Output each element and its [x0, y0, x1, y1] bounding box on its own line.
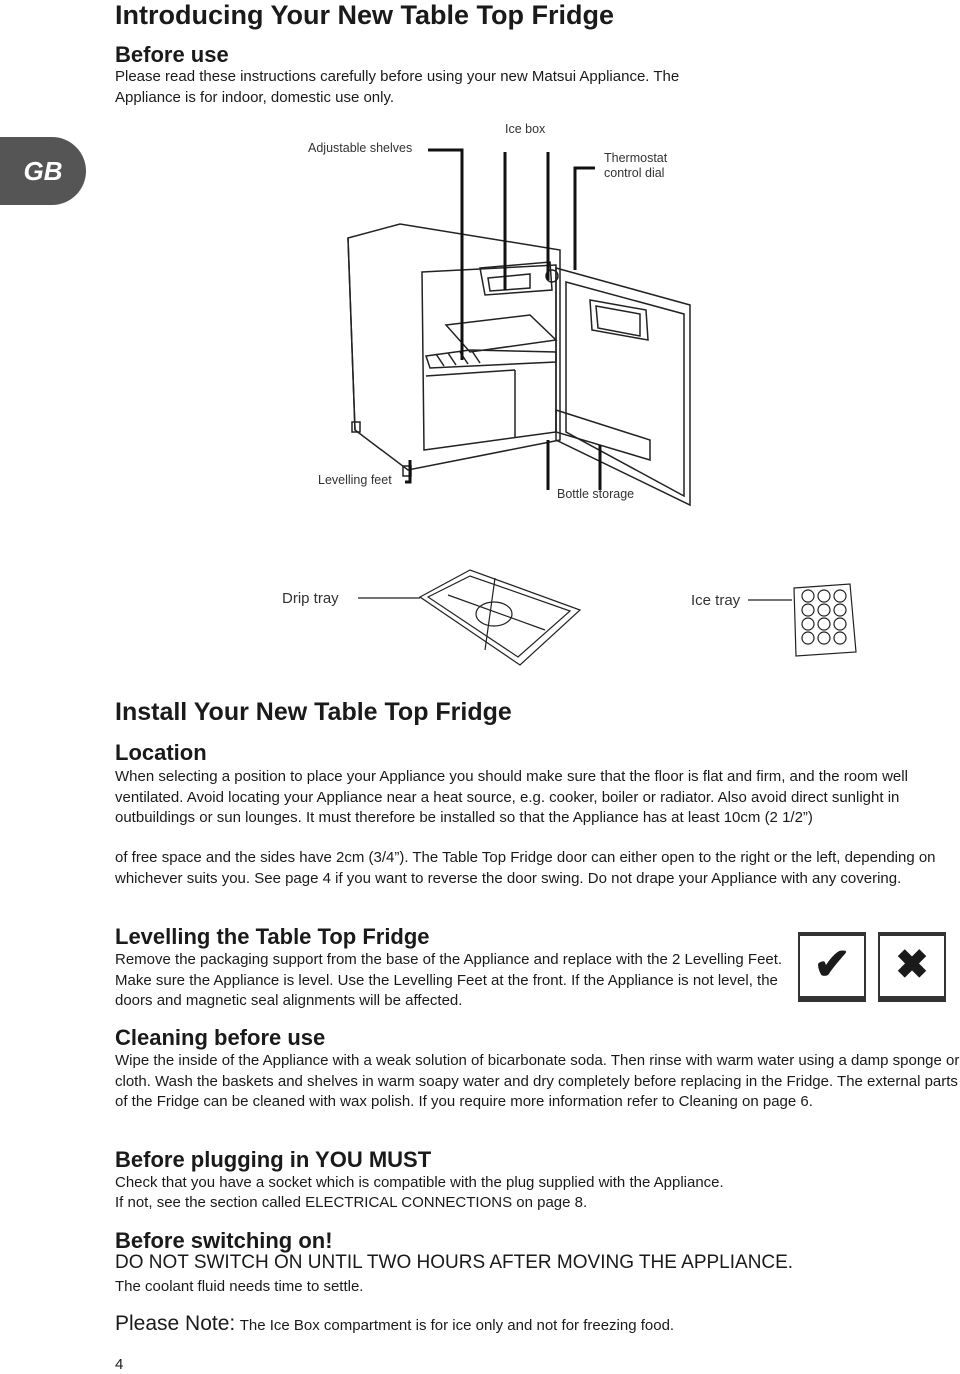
level-bad-icon-box: [878, 932, 946, 1002]
label-bottle-storage: Bottle storage: [557, 487, 635, 501]
section-tab-gb: GB: [0, 137, 86, 205]
switching-text: The coolant fluid needs time to settle.: [115, 1278, 364, 1295]
please-note: [115, 1312, 674, 1336]
install-heading: Install Your New Table Top Fridge: [115, 698, 512, 726]
page-title: Introducing Your New Table Top Fridge: [115, 0, 614, 30]
plugging-line-2: If not, see the section called ELECTRICAL CONNECTIONS on page 8.: [115, 1194, 588, 1211]
levelling-text: Remove the packaging support from the base of the Appliance and replace with the 2 Levelling Feet. Make sure the Appliance is level. Use the Levelling Feet at the front. If the Appliance is not level, the doors and magnetic seal alignments will be affected.: [115, 951, 783, 1009]
levelling-heading: Levelling the Table Top Fridge: [115, 924, 430, 949]
cleaning-text: Wipe the inside of the Appliance with a weak solution of bicarbonate soda. Then rinse with warm water using a damp sponge or cloth. Wash the baskets and shelves in warm soapy water and dry completely before replacing in the Fridge. The external parts of the Fridge can be cleaned with wax polish. If you require more information refer to Cleaning on page 6.: [115, 1052, 960, 1110]
location-heading: Location: [115, 740, 207, 765]
check-icon: ✔: [813, 940, 851, 989]
label-thermostat-line1: Thermostat: [604, 151, 668, 165]
plugging-line-1: Check that you have a socket which is compatible with the plug supplied with the Appliance.: [115, 1174, 724, 1191]
location-text-2: of free space and the sides have 2cm (3/4”). The Table Top Fridge door can either open to the right or the left, depending on whichever suits you. See page 4 if you want to reverse the door swing. Do not drape your Appliance with any covering.: [115, 849, 936, 887]
please-note-label: Please Note:: [115, 1312, 236, 1335]
label-ice-tray: Ice tray: [691, 592, 741, 609]
label-levelling-feet: Levelling feet: [318, 473, 392, 487]
label-drip-tray: Drip tray: [282, 590, 339, 607]
before-use-text: Please read these instructions carefully before using your new Matsui Appliance. The Appliance is for indoor, domestic use only.: [115, 68, 680, 106]
location-text-1: When selecting a position to place your Appliance you should make sure that the floor is flat and firm, and the room well ventilated. Avoid locating your Appliance near a heat source, e.g. cooker, boiler or radiator. Also avoid direct sunlight in outbuildings or sun lounges. It must therefore be installed so that the Appliance has at least 10cm (2 1/2”): [115, 768, 908, 826]
please-note-text: The Ice Box compartment is for ice only and not for freezing food.: [239, 1317, 675, 1334]
switching-warning: DO NOT SWITCH ON UNTIL TWO HOURS AFTER MOVING THE APPLIANCE.: [115, 1252, 794, 1273]
cross-icon: ✖: [895, 943, 929, 987]
level-ok-icon-box: [798, 932, 866, 1002]
label-adjustable-shelves: Adjustable shelves: [308, 141, 413, 155]
label-ice-box: Ice box: [505, 122, 546, 136]
plugging-heading: Before plugging in YOU MUST: [115, 1147, 432, 1172]
page-number: 4: [115, 1356, 124, 1373]
cleaning-heading: Cleaning before use: [115, 1025, 326, 1050]
before-use-heading: Before use: [115, 42, 229, 67]
switching-heading: Before switching on!: [115, 1228, 333, 1253]
label-thermostat-line2: control dial: [604, 166, 665, 180]
